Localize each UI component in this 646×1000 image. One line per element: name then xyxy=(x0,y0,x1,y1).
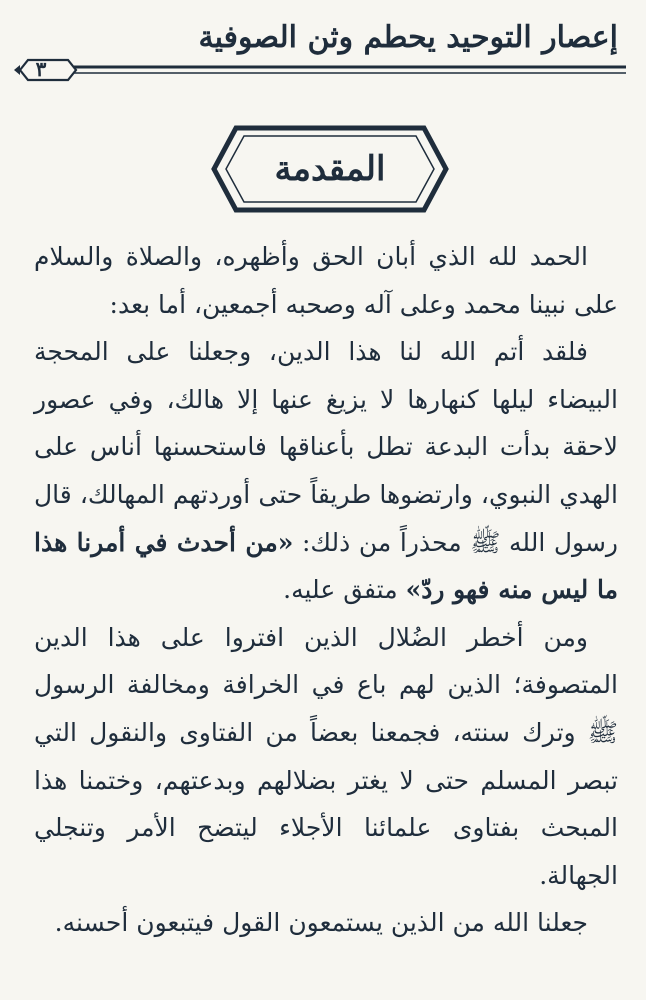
header-rule-ornament xyxy=(14,55,630,85)
paragraph-2-source: متفق عليه. xyxy=(283,575,406,605)
paragraph-3: ومن أخطر الضُلال الذين افتروا على هذا الدين المتصوفة؛ الذين لهم باع في الخرافة ومخالفة الرسول ﷺ وترك سنته، فجمعنا بعضاً من الفتاوى والنقول التي تبصر المسلم حتى لا يغتر بضلالهم وبدعتهم، وختمنا هذا المبحث بفتاوى علمائنا الأجلاء ليتضح الأمر وتنجلي الجهالة. xyxy=(34,622,618,890)
body-text xyxy=(34,233,618,947)
paragraph-2 xyxy=(34,328,618,614)
paragraph-1: الحمد لله الذي أبان الحق وأظهره، والصلاة والسلام على نبينا محمد وعلى آله وصحبه أجمعين، أما بعد: xyxy=(34,242,618,319)
hadith-quote: «من أحدث في أمرنا هذا ما ليس منه فهو ردّ» xyxy=(34,527,618,605)
running-title: إعصار التوحيد يحطم وثن الصوفية xyxy=(198,20,618,55)
paragraph-4: جعلنا الله من الذين يستمعون القول فيتبعون أحسنه. xyxy=(54,908,588,938)
paragraph-2-text: فلقد أتم الله لنا هذا الدين، وجعلنا على المحجة البيضاء ليلها كنهارها لا يزيغ عنها إلا هالك، وفي عصور لاحقة بدأت البدعة تطل بأعناقها فاستحسنها أناس على الهدي النبوي، وارتضوها طريقاً حتى أوردتهم المهالك، قال رسول الله ﷺ محذراً من ذلك: xyxy=(34,337,618,557)
section-title: المقدمة xyxy=(274,149,386,189)
page-number: ٣ xyxy=(35,57,47,81)
